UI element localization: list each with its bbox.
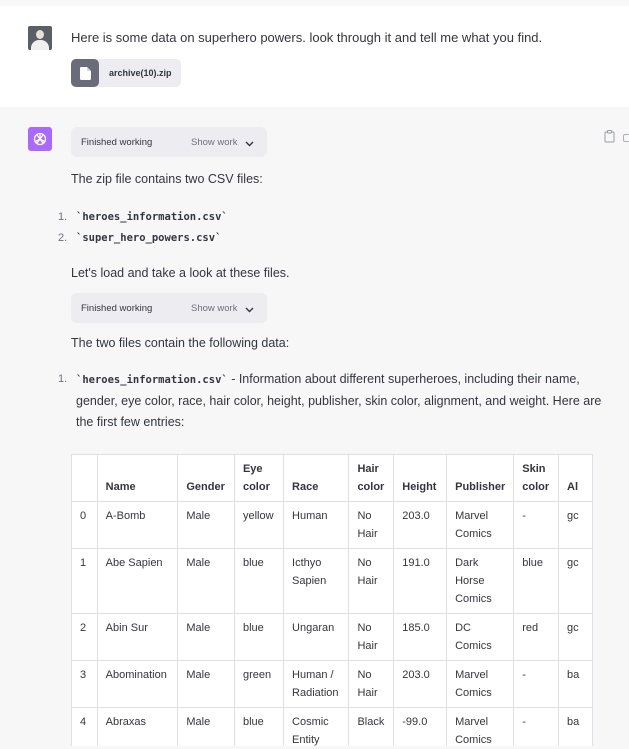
data-table-container[interactable] bbox=[71, 454, 593, 746]
clipboard-icon[interactable] bbox=[604, 130, 615, 146]
table-cell: blue bbox=[514, 549, 559, 614]
table-cell: Abomination bbox=[97, 661, 178, 708]
table-cell: gc bbox=[559, 549, 593, 614]
table-row bbox=[72, 661, 593, 708]
attachment-name: archive(10).zip bbox=[109, 68, 172, 78]
work-status-label: Finished working bbox=[81, 302, 153, 314]
user-message-text: Here is some data on superhero powers. look through it and tell me what you find. bbox=[71, 30, 543, 45]
list-item bbox=[58, 230, 221, 244]
table-cell: Human / Radiation bbox=[284, 661, 349, 708]
intro-text: The zip file contains two CSV files: bbox=[71, 172, 263, 186]
work-status-label: Finished working bbox=[81, 136, 153, 148]
column-header: Name bbox=[97, 455, 178, 502]
file-name-code: `heroes_information.csv` bbox=[76, 211, 228, 223]
file-name-code: `heroes_information.csv` bbox=[76, 374, 228, 386]
table-cell: -99.0 bbox=[394, 708, 447, 747]
table-cell: gc bbox=[559, 502, 593, 549]
column-header: Al bbox=[559, 455, 593, 502]
work-status-pill-1[interactable] bbox=[71, 127, 267, 157]
table-cell: Male bbox=[178, 549, 235, 614]
user-avatar bbox=[28, 26, 52, 50]
table-cell: Marvel Comics bbox=[447, 661, 514, 708]
column-header: Publisher bbox=[447, 455, 514, 502]
table-cell: Male bbox=[178, 502, 235, 549]
table-cell: ba bbox=[559, 708, 593, 747]
chevron-down-icon bbox=[245, 301, 254, 316]
table-cell: DC Comics bbox=[447, 614, 514, 661]
show-work-label[interactable]: Show work bbox=[191, 136, 238, 148]
table-cell: Icthyo Sapien bbox=[284, 549, 349, 614]
table-cell: Ungaran bbox=[284, 614, 349, 661]
table-cell: Marvel Comics bbox=[447, 502, 514, 549]
table-cell: Human bbox=[284, 502, 349, 549]
table-cell: - bbox=[514, 502, 559, 549]
table-cell: 3 bbox=[72, 661, 98, 708]
table-cell: Black bbox=[349, 708, 394, 747]
column-header: Eye color bbox=[234, 455, 283, 502]
description-text: - Information about different superheroes, including their name, gender, eye color, race, hair color, height, publisher, skin color, alignment, and weight. Here are the first few entries: bbox=[76, 372, 602, 429]
list-item bbox=[58, 369, 603, 433]
column-header: Height bbox=[394, 455, 447, 502]
table-row bbox=[72, 502, 593, 549]
chevron-down-icon bbox=[245, 135, 254, 150]
assistant-message-block bbox=[0, 107, 629, 749]
table-cell: 4 bbox=[72, 708, 98, 747]
show-work-label[interactable]: Show work bbox=[191, 302, 238, 314]
file-icon bbox=[71, 59, 99, 87]
table-row bbox=[72, 708, 593, 747]
column-header: Skin color bbox=[514, 455, 559, 502]
data-table bbox=[71, 454, 593, 746]
attachment-chip[interactable] bbox=[71, 59, 181, 87]
list-number: 1. bbox=[58, 211, 68, 223]
table-cell: Marvel Comics bbox=[447, 708, 514, 747]
table-cell: 185.0 bbox=[394, 614, 447, 661]
column-header bbox=[72, 455, 98, 502]
table-cell: Cosmic Entity bbox=[284, 708, 349, 747]
table-cell: 191.0 bbox=[394, 549, 447, 614]
table-cell: Abraxas bbox=[97, 708, 178, 747]
table-cell: gc bbox=[559, 614, 593, 661]
table-cell: green bbox=[234, 661, 283, 708]
column-header: Gender bbox=[178, 455, 235, 502]
table-cell: 1 bbox=[72, 549, 98, 614]
table-cell: - bbox=[514, 661, 559, 708]
work-status-pill-2[interactable] bbox=[71, 293, 267, 323]
table-cell: 203.0 bbox=[394, 661, 447, 708]
table-cell: blue bbox=[234, 549, 283, 614]
table-cell: 2 bbox=[72, 614, 98, 661]
thumbs-icon-partial[interactable] bbox=[623, 134, 629, 142]
table-cell: blue bbox=[234, 708, 283, 747]
summary-intro-text: The two files contain the following data: bbox=[71, 336, 290, 350]
table-cell: 0 bbox=[72, 502, 98, 549]
openai-logo-icon bbox=[28, 127, 52, 151]
file-name-code: `super_hero_powers.csv` bbox=[76, 232, 222, 244]
table-cell: Male bbox=[178, 708, 235, 747]
table-cell: yellow bbox=[234, 502, 283, 549]
table-cell: No Hair bbox=[349, 549, 394, 614]
table-cell: A-Bomb bbox=[97, 502, 178, 549]
table-cell: No Hair bbox=[349, 502, 394, 549]
table-cell: Abin Sur bbox=[97, 614, 178, 661]
table-cell: Male bbox=[178, 661, 235, 708]
table-cell: - bbox=[514, 708, 559, 747]
column-header: Race bbox=[284, 455, 349, 502]
table-cell: ba bbox=[559, 661, 593, 708]
table-cell: Male bbox=[178, 614, 235, 661]
list-number: 1. bbox=[58, 373, 68, 385]
table-row bbox=[72, 549, 593, 614]
table-cell: Abe Sapien bbox=[97, 549, 178, 614]
column-header: Hair color bbox=[349, 455, 394, 502]
table-cell: blue bbox=[234, 614, 283, 661]
table-row bbox=[72, 614, 593, 661]
load-text: Let's load and take a look at these files. bbox=[71, 266, 290, 280]
table-cell: 203.0 bbox=[394, 502, 447, 549]
table-cell: Dark Horse Comics bbox=[447, 549, 514, 614]
list-number: 2. bbox=[58, 232, 68, 244]
table-header-row bbox=[72, 455, 593, 502]
table-cell: red bbox=[514, 614, 559, 661]
list-item bbox=[58, 209, 228, 223]
table-cell: No Hair bbox=[349, 614, 394, 661]
user-message-block bbox=[0, 6, 629, 107]
table-cell: No Hair bbox=[349, 661, 394, 708]
